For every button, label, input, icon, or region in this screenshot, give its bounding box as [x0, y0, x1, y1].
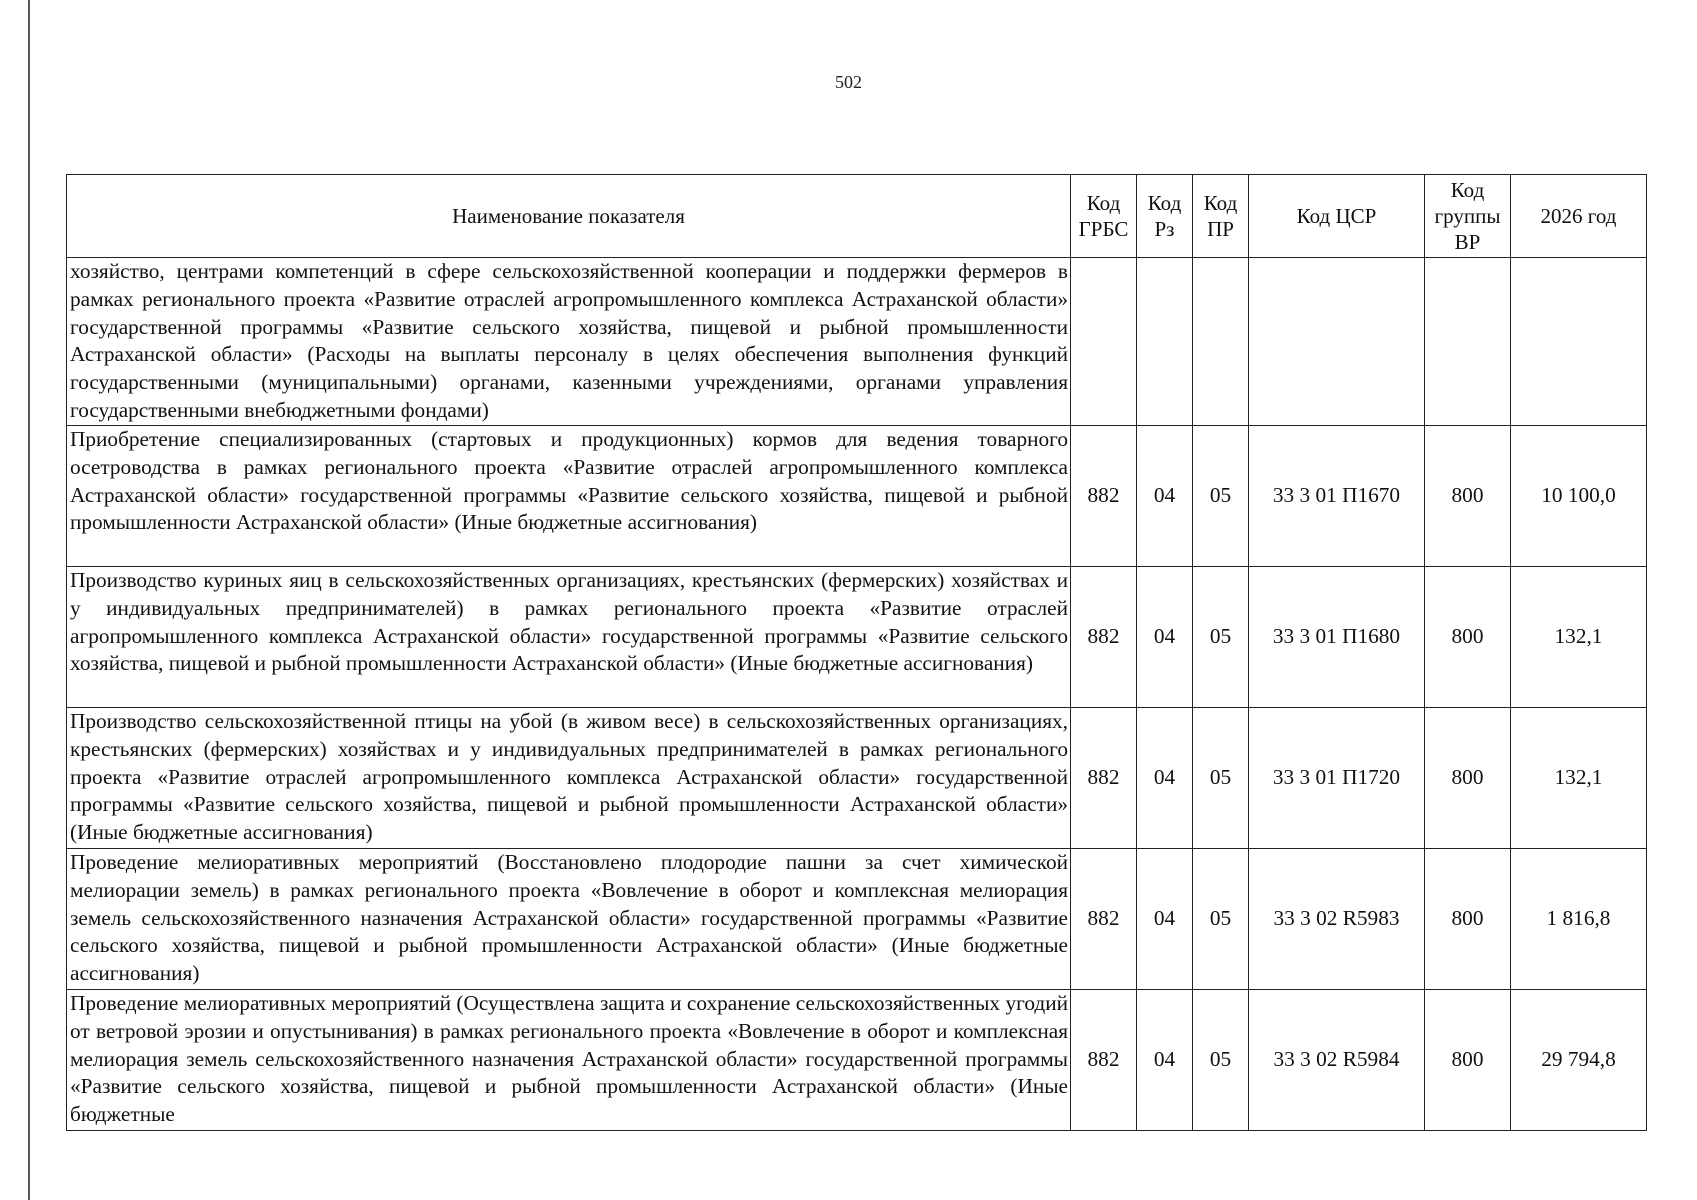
budget-table — [66, 174, 1647, 1131]
row-csr-code: 33 3 01 П1680 — [1249, 567, 1425, 708]
row-vr-group-code: 800 — [1425, 426, 1511, 567]
row-grbs-code: 882 — [1071, 708, 1137, 849]
row-pr-code: 05 — [1193, 708, 1249, 849]
row-csr-code: 33 3 02 R5984 — [1249, 990, 1425, 1131]
row-indicator-name: Приобретение специализированных (стартовых и продукционных) кормов для ведения товарного осетроводства в рамках регионального проекта «Развитие отраслей агропромышленного комплекса Астраханской области» государственной программы «Развитие сельского хозяйства, пищевой и рыбной промышленности Астраханской области» (Иные бюджетные ассигнования) — [67, 426, 1071, 567]
table-header-row — [67, 175, 1647, 258]
row-amount-2026: 132,1 — [1511, 567, 1647, 708]
row-indicator-name: Проведение мелиоративных мероприятий (Осуществлена защита и сохранение сельскохозяйственных угодий от ветровой эрозии и опустынивания) в рамках регионального проекта «Вовлечение в оборот и комплексная мелиорация земель сельскохозяйственного назначения Астраханской области» государственной программы «Развитие сельского хозяйства, пищевой и рыбной промышленности Астраханской области» (Иные бюджетные — [67, 990, 1071, 1131]
table-row — [67, 567, 1647, 708]
page-margin-line — [28, 0, 30, 1200]
row-rz-code: 04 — [1137, 849, 1193, 990]
row-grbs-code: 882 — [1071, 567, 1137, 708]
row-amount-2026: 29 794,8 — [1511, 990, 1647, 1131]
row-rz-code: 04 — [1137, 567, 1193, 708]
header-pr-code: Код ПР — [1193, 175, 1249, 258]
row-vr-group-code — [1425, 258, 1511, 426]
row-indicator-name: Проведение мелиоративных мероприятий (Восстановлено плодородие пашни за счет химической мелиорации земель) в рамках регионального проекта «Вовлечение в оборот и комплексная мелиорация земель сельскохозяйственного назначения Астраханской области» государственной программы «Развитие сельского хозяйства, пищевой и рыбной промышленности Астраханской области» (Иные бюджетные ассигнования) — [67, 849, 1071, 990]
row-amount-2026: 1 816,8 — [1511, 849, 1647, 990]
row-csr-code — [1249, 258, 1425, 426]
header-rz-code: Код Рз — [1137, 175, 1193, 258]
row-grbs-code: 882 — [1071, 990, 1137, 1131]
header-year-2026: 2026 год — [1511, 175, 1647, 258]
page-number: 502 — [835, 72, 862, 92]
header-vr-group-code: Код группы ВР — [1425, 175, 1511, 258]
header-csr-code: Код ЦСР — [1249, 175, 1425, 258]
row-rz-code: 04 — [1137, 708, 1193, 849]
row-vr-group-code: 800 — [1425, 567, 1511, 708]
row-vr-group-code: 800 — [1425, 849, 1511, 990]
table-row — [67, 426, 1647, 567]
table-row — [67, 990, 1647, 1131]
row-vr-group-code: 800 — [1425, 708, 1511, 849]
row-amount-2026 — [1511, 258, 1647, 426]
row-pr-code: 05 — [1193, 849, 1249, 990]
row-csr-code: 33 3 02 R5983 — [1249, 849, 1425, 990]
row-amount-2026: 132,1 — [1511, 708, 1647, 849]
row-csr-code: 33 3 01 П1720 — [1249, 708, 1425, 849]
row-vr-group-code: 800 — [1425, 990, 1511, 1131]
table-row — [67, 849, 1647, 990]
row-pr-code: 05 — [1193, 990, 1249, 1131]
row-rz-code — [1137, 258, 1193, 426]
row-pr-code: 05 — [1193, 567, 1249, 708]
table-row — [67, 708, 1647, 849]
row-pr-code: 05 — [1193, 426, 1249, 567]
row-grbs-code — [1071, 258, 1137, 426]
row-indicator-name: хозяйство, центрами компетенций в сфере сельскохозяйственной кооперации и поддержки фермеров в рамках регионального проекта «Развитие отраслей агропромышленного комплекса Астраханской области» государственной программы «Развитие сельского хозяйства, пищевой и рыбной промышленности Астраханской области» (Расходы на выплаты персоналу в целях обеспечения выполнения функций государственными (муниципальными) органами, казенными учреждениями, органами управления государственными внебюджетными фондами) — [67, 258, 1071, 426]
header-indicator-name: Наименование показателя — [67, 175, 1071, 258]
header-grbs-code: Код ГРБС — [1071, 175, 1137, 258]
row-indicator-name: Производство сельскохозяйственной птицы на убой (в живом весе) в сельскохозяйственных организациях, крестьянских (фермерских) хозяйствах и у индивидуальных предпринимателей в рамках регионального проекта «Развитие отраслей агропромышленного комплекса Астраханской области» государственной программы «Развитие сельского хозяйства, пищевой и рыбной промышленности Астраханской области» (Иные бюджетные ассигнования) — [67, 708, 1071, 849]
row-rz-code: 04 — [1137, 990, 1193, 1131]
table-row — [67, 258, 1647, 426]
row-indicator-name: Производство куриных яиц в сельскохозяйственных организациях, крестьянских (фермерских) хозяйствах и у индивидуальных предпринимателей) в рамках регионального проекта «Развитие отраслей агропромышленного комплекса Астраханской области» государственной программы «Развитие сельского хозяйства, пищевой и рыбной промышленности Астраханской области» (Иные бюджетные ассигнования) — [67, 567, 1071, 708]
row-csr-code: 33 3 01 П1670 — [1249, 426, 1425, 567]
row-rz-code: 04 — [1137, 426, 1193, 567]
row-grbs-code: 882 — [1071, 426, 1137, 567]
row-grbs-code: 882 — [1071, 849, 1137, 990]
row-amount-2026: 10 100,0 — [1511, 426, 1647, 567]
row-pr-code — [1193, 258, 1249, 426]
